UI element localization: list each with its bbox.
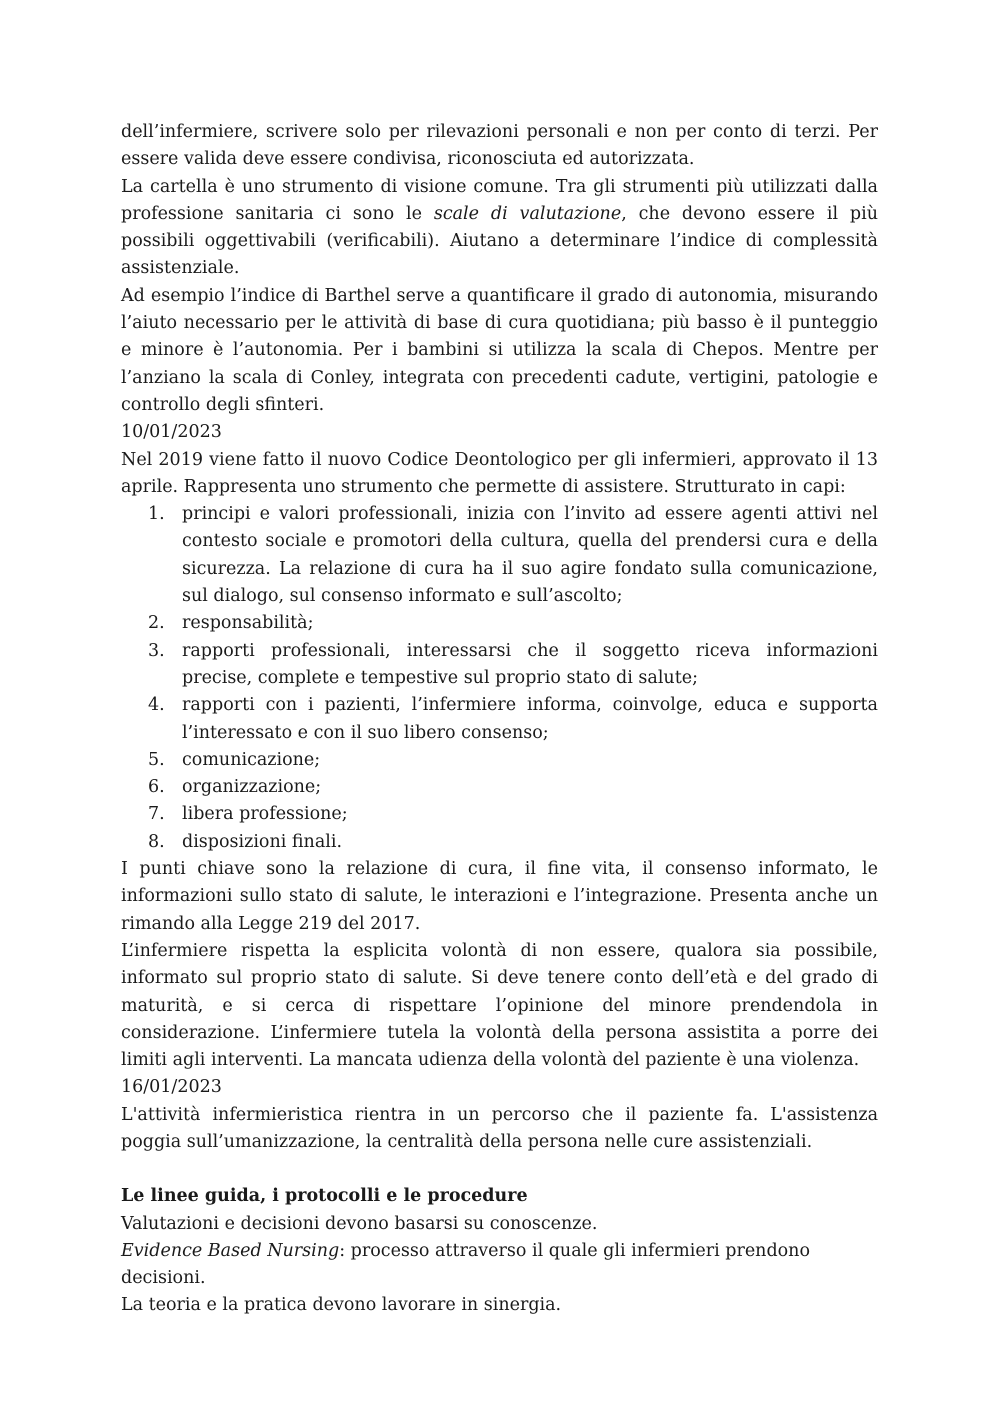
paragraph-teoria-pratica: La teoria e la pratica devono lavorare in sinergia. [121, 1295, 562, 1316]
list-item-text: comunicazione; [182, 749, 321, 770]
paragraph-cartella-validita: dell’infermiere, scrivere solo per rilevazioni personali e non per conto di terzi. Per essere valida deve essere condivisa, riconosciuta ed autorizzata. [121, 122, 878, 170]
list-item-text: rapporti con i pazienti, l’infermiere informa, coinvolge, educa e supporta l’interessato e con il suo libero consenso; [182, 695, 878, 743]
list-number: 5. [148, 749, 165, 770]
list-number: 1. [148, 504, 165, 525]
list-item [148, 501, 878, 610]
capi-list [121, 501, 878, 856]
list-item-text: disposizioni finali. [182, 831, 343, 852]
text-segment: : processo attraverso il quale gli infermieri prendono decisioni. [121, 1240, 810, 1289]
list-number: 3. [148, 640, 165, 661]
list-number: 6. [148, 777, 165, 798]
list-item [148, 638, 878, 693]
list-number: 8. [148, 831, 165, 852]
list-number: 7. [148, 804, 165, 825]
list-item-text: principi e valori professionali, inizia con l’invito ad essere agenti attivi nel contesto sociale e promotori della cultura, quella del prendersi cura e della sicurezza. La relazione di cura ha il suo agire fondato sulla comunicazione, sul dialogo, sul consenso informato e sull’ascolto; [182, 504, 878, 607]
text-segment: , che devono essere il più possibili oggettivabili (verificabili). Aiutano a determinare l’indice di complessità assistenziale. [121, 203, 878, 279]
list-item-text: organizzazione; [182, 777, 322, 798]
text-segment: La cartella è uno strumento di visione comune. Tra gli strumenti più utilizzati dalla professione sanitaria ci sono le [121, 176, 878, 224]
paragraph-evidence-based-nursing [121, 1238, 878, 1293]
paragraph-codice-deontologico: Nel 2019 viene fatto il nuovo Codice Deontologico per gli infermieri, approvato il 13 aprile. Rappresenta uno strumento che permette di assistere. Strutturato in capi: [121, 449, 878, 497]
date-heading: 16/01/2023 [121, 1077, 222, 1098]
list-number: 2. [148, 613, 165, 634]
paragraph-attivita-infermieristica: L'attività infermieristica rientra in un percorso che il paziente fa. L'assistenza poggia sull’umanizzazione, la centralità della persona nelle cure assistenziali. [121, 1104, 878, 1152]
list-item-text: responsabilità; [182, 613, 314, 634]
list-item [148, 829, 878, 856]
list-item [148, 610, 878, 637]
date-heading: 10/01/2023 [121, 422, 222, 443]
paragraph-scale-valutazione [121, 174, 878, 283]
list-number: 4. [148, 695, 165, 716]
list-item-text: rapporti professionali, interessarsi che il soggetto riceva informazioni precise, complete e tempestive sul proprio stato di salute; [182, 640, 878, 688]
list-item [148, 801, 878, 828]
emphasis-scale-valutazione: scale di valutazione [433, 203, 622, 224]
paragraph-indice-barthel: Ad esempio l’indice di Barthel serve a quantificare il grado di autonomia, misurando l’aiuto necessario per le attività di base di cura quotidiana; più basso è il punteggio e minore è l’autonomia. Per i bambini si utilizza la scala di Chepos. Mentre per l’anziano la scala di Conley, integrata con precedenti cadute, vertigini, patologie e controllo degli sfinteri. [121, 285, 878, 415]
list-item [148, 747, 878, 774]
list-item-text: libera professione; [182, 804, 348, 825]
paragraph-volonta-paziente: L’infermiere rispetta la esplicita volontà di non essere, qualora sia possibile, informato sul proprio stato di salute. Si deve tenere conto dell’età e del grado di maturità, e si cerca di rispettare l’opinione del minore prendendola in considerazione. L’infermiere tutela la volontà della persona assistita a porre dei limiti agli interventi. La mancata udienza della volontà del paziente è una violenza. [121, 940, 878, 1071]
list-item [148, 774, 878, 801]
document-page [121, 119, 878, 1320]
paragraph-punti-chiave: I punti chiave sono la relazione di cura, il fine vita, il consenso informato, le informazioni sullo stato di salute, le interazioni e l’integrazione. Presenta anche un rimando alla Legge 219 del 2017. [121, 859, 878, 934]
section-title: Le linee guida, i protocolli e le procedure [121, 1186, 528, 1207]
list-item [148, 692, 878, 747]
paragraph-valutazioni: Valutazioni e decisioni devono basarsi su conoscenze. [121, 1213, 598, 1234]
emphasis-evidence-based-nursing: Evidence Based Nursing [121, 1240, 340, 1261]
